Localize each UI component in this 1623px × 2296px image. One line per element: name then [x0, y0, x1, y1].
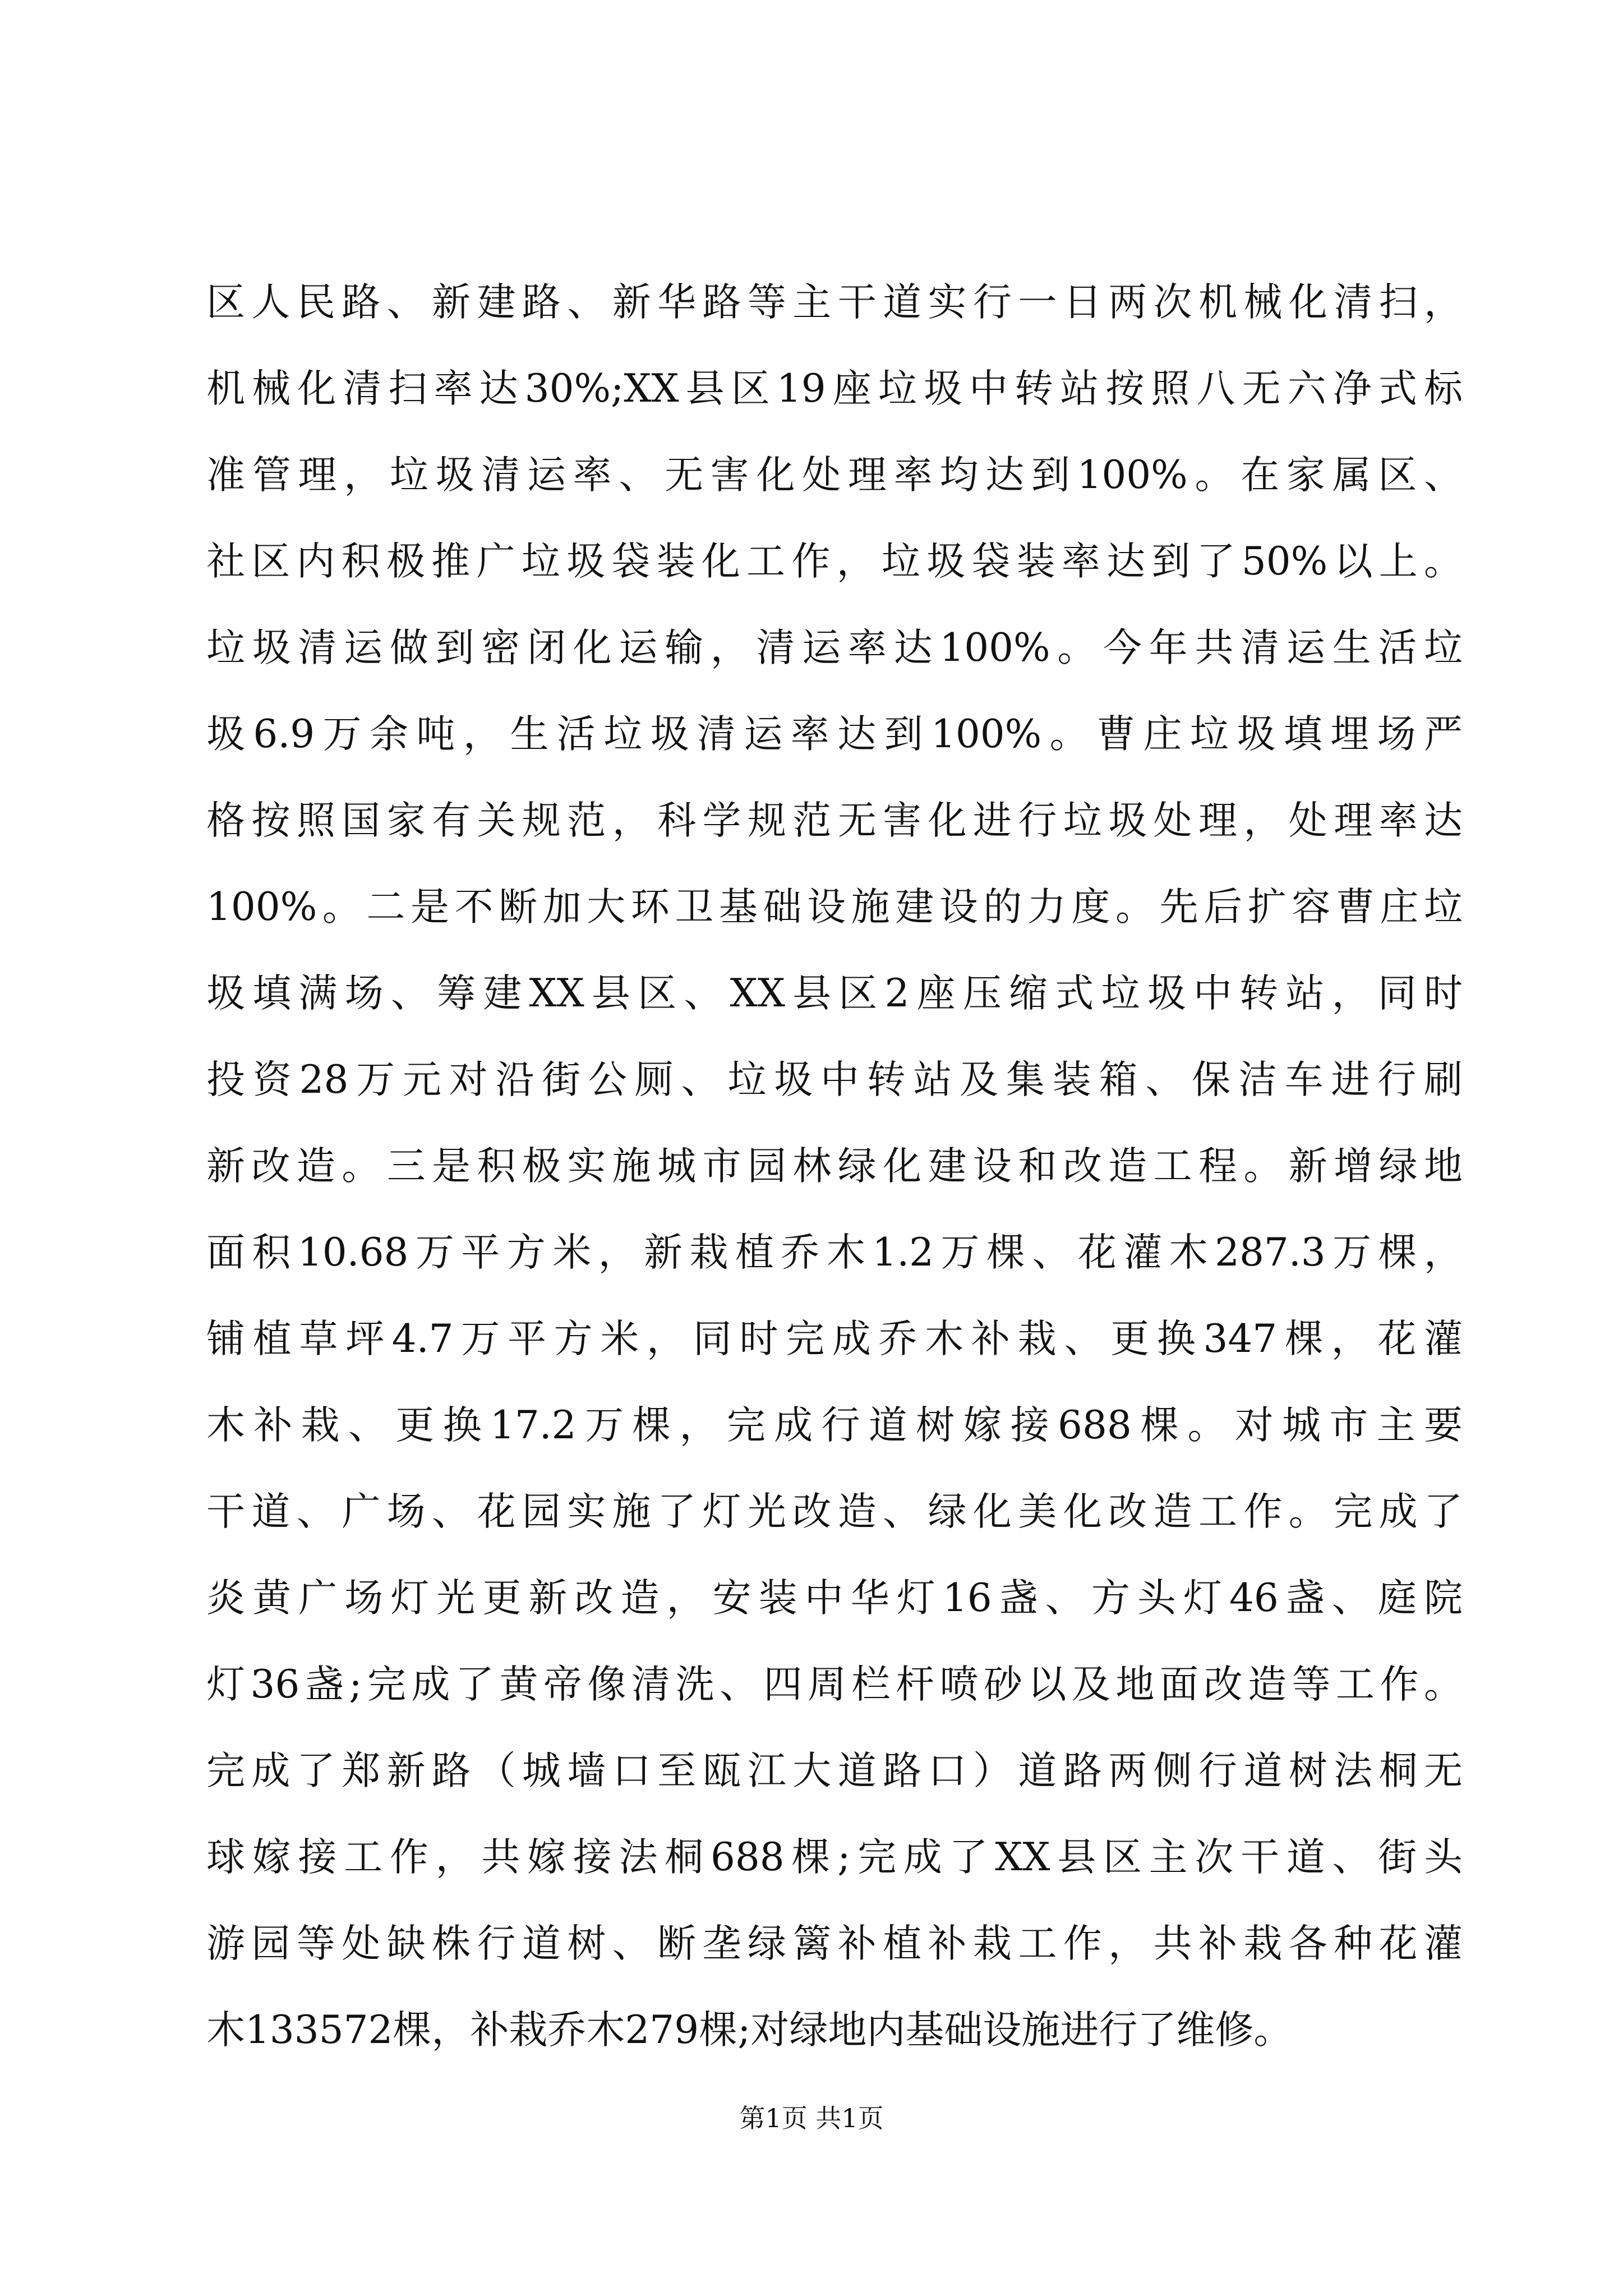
text-line: 炎黄广场灯光更新改造，安装中华灯16盏、方头灯46盏、庭院 [206, 1576, 1463, 1621]
text-line: 社区内积极推广垃圾袋装化工作，垃圾袋装率达到了50%以上。 [206, 539, 1463, 584]
text-line: 球嫁接工作，共嫁接法桐688棵;完成了XX县区主次干道、街头 [206, 1835, 1463, 1880]
text-line: 圾6.9万余吨，生活垃圾清运率达到100%。曹庄垃圾填埋场严 [206, 712, 1463, 757]
text-line: 机械化清扫率达30%;XX县区19座垃圾中转站按照八无六净式标 [206, 366, 1463, 411]
text-line: 投资28万元对沿街公厕、垃圾中转站及集装箱、保洁车进行刷 [206, 1057, 1463, 1102]
text-line: 木133572棵，补栽乔木279棵;对绿地内基础设施进行了维修。 [206, 2008, 1293, 2053]
text-line: 铺植草坪4.7万平方米，同时完成乔木补栽、更换347棵，花灌 [206, 1317, 1463, 1361]
body-text [206, 259, 1463, 2073]
text-line: 区人民路、新建路、新华路等主干道实行一日两次机械化清扫， [206, 280, 1463, 325]
text-line: 游园等处缺株行道树、断垄绿篱补植补栽工作，共补栽各种花灌 [206, 1921, 1463, 1966]
page-number-label: 第1页 共1页 [739, 2103, 884, 2133]
text-line: 木补栽、更换17.2万棵，完成行道树嫁接688棵。对城市主要 [206, 1403, 1463, 1448]
text-line: 准管理，垃圾清运率、无害化处理率均达到100%。在家属区、 [206, 453, 1463, 498]
text-line: 格按照国家有关规范，科学规范无害化进行垃圾处理，处理率达 [206, 798, 1463, 843]
text-line: 垃圾清运做到密闭化运输，清运率达100%。今年共清运生活垃 [206, 625, 1463, 670]
text-line: 新改造。三是积极实施城市园林绿化建设和改造工程。新增绿地 [206, 1144, 1463, 1189]
text-line: 面积10.68万平方米，新栽植乔木1.2万棵、花灌木287.3万棵， [206, 1230, 1463, 1275]
text-line: 灯36盏;完成了黄帝像清洗、四周栏杆喷砂以及地面改造等工作。 [206, 1662, 1463, 1707]
text-line: 圾填满场、筹建XX县区、XX县区2座压缩式垃圾中转站，同时 [206, 971, 1463, 1016]
page-footer [0, 2098, 1623, 2135]
text-line: 干道、广场、花园实施了灯光改造、绿化美化改造工作。完成了 [206, 1489, 1463, 1534]
text-line: 完成了郑新路（城墙口至瓯江大道路口）道路两侧行道树法桐无 [206, 1749, 1463, 1793]
text-line: 100%。二是不断加大环卫基础设施建设的力度。先后扩容曹庄垃 [206, 885, 1463, 930]
